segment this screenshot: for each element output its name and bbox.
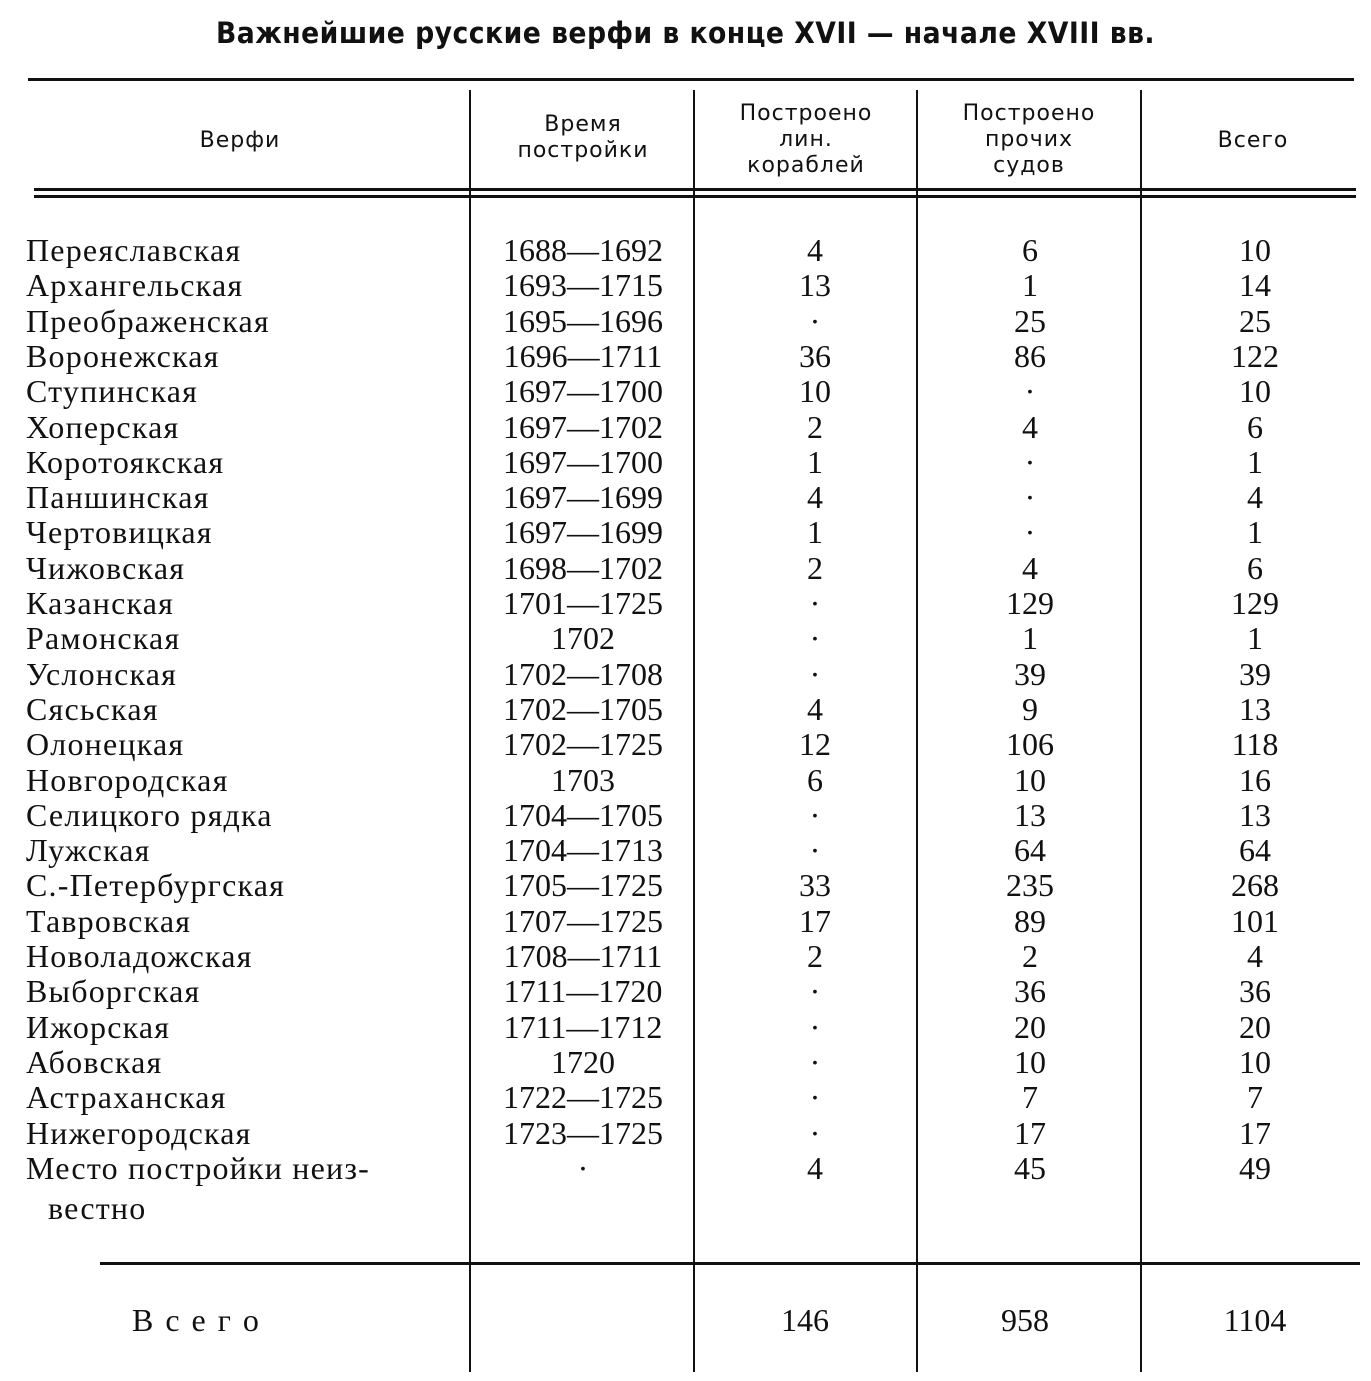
other-vessels-count: 89	[1014, 902, 1046, 939]
table-row	[0, 797, 1371, 833]
construction-period: 1697—1702	[503, 408, 663, 445]
construction-period: 1697—1699	[503, 479, 663, 516]
total-count: 6	[1247, 408, 1263, 445]
header-shipyards: Верфи	[199, 128, 281, 153]
ships-of-line-count: ·	[809, 796, 821, 833]
ships-of-line-count: ·	[809, 655, 821, 692]
table-title: Важнейшие русские верфи в конце XVII — начале XVIII вв.	[215, 16, 1156, 50]
construction-period: 1702	[551, 620, 615, 657]
shipyard-name: Выборгская	[26, 973, 201, 1010]
shipyard-name: Переяславская	[26, 232, 242, 268]
table-row	[0, 444, 1371, 480]
total-count: 49	[1239, 1149, 1271, 1186]
table-row	[0, 973, 1371, 1009]
table-row	[0, 1150, 1371, 1186]
header-double-rule-2	[34, 195, 1356, 198]
total-count: 268	[1231, 867, 1279, 904]
ships-of-line-count: ·	[809, 1008, 821, 1045]
construction-period: 1688—1692	[503, 232, 663, 268]
shipyard-name: Место постройки неиз-	[26, 1149, 371, 1186]
ships-of-line-count: 33	[799, 867, 831, 904]
construction-period: 1702—1725	[503, 726, 663, 763]
construction-period: 1702—1705	[503, 690, 663, 727]
construction-period: 1693—1715	[503, 267, 663, 304]
construction-period: 1703	[551, 761, 615, 798]
table-row	[0, 514, 1371, 550]
construction-period: 1705—1725	[503, 867, 663, 904]
shipyard-name: Абовская	[26, 1043, 163, 1080]
shipyard-name: Ижорская	[26, 1008, 171, 1045]
total-count: 4	[1247, 938, 1263, 974]
shipyard-name: С.-Петербургская	[26, 867, 286, 904]
total-count: 17	[1239, 1114, 1271, 1151]
shipyard-name: Новгородская	[26, 761, 229, 798]
construction-period: 1698—1702	[503, 549, 663, 586]
construction-period: 1711—1712	[503, 1008, 663, 1045]
shipyard-name: Олонецкая	[26, 726, 185, 763]
total-count: 64	[1239, 832, 1271, 869]
ships-of-line-count: ·	[809, 832, 821, 869]
other-vessels-count: 25	[1014, 302, 1046, 339]
other-vessels-count: 2	[1022, 938, 1038, 974]
table-row	[0, 1044, 1371, 1080]
other-vessels-count: 1	[1022, 267, 1038, 304]
table-row	[0, 338, 1371, 374]
shipyard-name: Казанская	[26, 585, 175, 621]
shipyard-name: Тавровская	[26, 902, 192, 939]
total-count: 118	[1231, 726, 1279, 763]
total-count: 129	[1231, 585, 1279, 621]
header-total: Всего	[1217, 128, 1289, 153]
header-ships-of-line: Построено лин. кораблей	[739, 101, 873, 178]
other-vessels-count: 7	[1022, 1079, 1038, 1116]
ships-of-line-count: ·	[809, 1043, 821, 1080]
shipyard-name: Воронежская	[26, 337, 220, 374]
ships-of-line-count: 4	[807, 232, 823, 268]
total-count: 4	[1247, 479, 1263, 516]
table-row	[0, 232, 1371, 268]
shipyard-name: Астраханская	[26, 1079, 227, 1116]
table-row	[0, 409, 1371, 445]
other-vessels-count: 10	[1014, 761, 1046, 798]
table-row	[0, 479, 1371, 515]
other-vessels-count: 64	[1014, 832, 1046, 869]
construction-period: 1701—1725	[503, 585, 663, 621]
other-vessels-count: 36	[1014, 973, 1046, 1010]
total-count: 13	[1239, 796, 1271, 833]
totals-label: В с е г о	[132, 1302, 261, 1338]
construction-period: 1695—1696	[503, 302, 663, 339]
total-count: 1	[1247, 514, 1263, 551]
shipyard-name: Преображенская	[26, 302, 270, 339]
total-count: 101	[1231, 902, 1279, 939]
total-count: 10	[1239, 1043, 1271, 1080]
ships-of-line-count: 36	[799, 337, 831, 374]
table-row	[0, 1009, 1371, 1045]
other-vessels-count: 106	[1006, 726, 1054, 763]
table-row	[0, 1079, 1371, 1115]
other-vessels-count: 4	[1022, 549, 1038, 586]
ships-of-line-count: 2	[807, 408, 823, 445]
construction-period: 1711—1720	[503, 973, 663, 1010]
construction-period: 1720	[551, 1043, 615, 1080]
construction-period: 1704—1705	[503, 796, 663, 833]
totals-ships-of-line: 146	[781, 1302, 829, 1338]
total-count: 1	[1247, 443, 1263, 480]
ships-of-line-count: 4	[807, 690, 823, 727]
total-count: 14	[1239, 267, 1271, 304]
ships-of-line-count: 6	[807, 761, 823, 798]
total-count: 20	[1239, 1008, 1271, 1045]
total-count: 10	[1239, 232, 1271, 268]
ships-of-line-count: ·	[809, 1114, 821, 1151]
ships-of-line-count: 13	[799, 267, 831, 304]
table-row	[0, 620, 1371, 656]
table-row	[0, 938, 1371, 974]
other-vessels-count: 9	[1022, 690, 1038, 727]
total-count: 10	[1239, 373, 1271, 410]
ships-of-line-count: 2	[807, 938, 823, 974]
construction-period: 1697—1700	[503, 373, 663, 410]
construction-period: 1697—1700	[503, 443, 663, 480]
ships-of-line-count: 12	[799, 726, 831, 763]
shipyard-name: Нижегородская	[26, 1114, 252, 1151]
other-vessels-count: ·	[1024, 373, 1036, 410]
header-double-rule-1	[34, 188, 1356, 191]
other-vessels-count: 17	[1014, 1114, 1046, 1151]
construction-period: 1722—1725	[503, 1079, 663, 1116]
ships-of-line-count: ·	[809, 1079, 821, 1116]
other-vessels-count: 235	[1006, 867, 1054, 904]
shipyard-name: Рамонская	[26, 620, 181, 657]
shipyard-name: Новоладожская	[26, 938, 253, 974]
ships-of-line-count: ·	[809, 302, 821, 339]
other-vessels-count: 39	[1014, 655, 1046, 692]
table-row	[0, 656, 1371, 692]
table-row	[0, 373, 1371, 409]
totals-all: 1104	[1223, 1302, 1287, 1338]
construction-period: 1704—1713	[503, 832, 663, 869]
table-row	[0, 832, 1371, 868]
shipyard-name: Чертовицкая	[26, 514, 213, 551]
shipyard-name: Лужская	[26, 832, 151, 869]
ships-of-line-count: 4	[807, 479, 823, 516]
table-row	[0, 550, 1371, 586]
table-row	[0, 303, 1371, 339]
header-period: Время постройки	[517, 112, 649, 163]
table-row	[0, 1115, 1371, 1151]
total-count: 13	[1239, 690, 1271, 727]
other-vessels-count: ·	[1024, 479, 1036, 516]
other-vessels-count: ·	[1024, 443, 1036, 480]
header-other-vessels: Построено прочих судов	[962, 101, 1096, 178]
total-count: 122	[1231, 337, 1279, 374]
other-vessels-count: 6	[1022, 232, 1038, 268]
table-row	[0, 762, 1371, 798]
shipyard-name: Коротоякская	[26, 443, 225, 480]
shipyard-name: Архангельская	[26, 267, 244, 304]
ships-of-line-count: 1	[807, 514, 823, 551]
ships-of-line-count: ·	[809, 620, 821, 657]
other-vessels-count: 1	[1022, 620, 1038, 657]
other-vessels-count: ·	[1024, 514, 1036, 551]
shipyard-name: Паншинская	[26, 479, 210, 516]
other-vessels-count: 4	[1022, 408, 1038, 445]
row-continuation-text: вестно	[48, 1190, 147, 1226]
shipyard-name: Сясьская	[26, 690, 159, 727]
table-row	[0, 585, 1371, 621]
other-vessels-count: 45	[1014, 1149, 1046, 1186]
shipyard-name: Услонская	[26, 655, 178, 692]
other-vessels-count: 129	[1006, 585, 1054, 621]
construction-period: 1697—1699	[503, 514, 663, 551]
construction-period: ·	[577, 1149, 589, 1186]
shipyard-name: Чижовская	[26, 549, 186, 586]
construction-period: 1707—1725	[503, 902, 663, 939]
table-row	[0, 726, 1371, 762]
construction-period: 1696—1711	[503, 337, 663, 374]
total-count: 25	[1239, 302, 1271, 339]
table-row	[0, 867, 1371, 903]
total-count: 36	[1239, 973, 1271, 1010]
ships-of-line-count: 4	[807, 1149, 823, 1186]
ships-of-line-count: ·	[809, 585, 821, 621]
table-row	[0, 691, 1371, 727]
ships-of-line-count: 10	[799, 373, 831, 410]
ships-of-line-count: 1	[807, 443, 823, 480]
ships-of-line-count: ·	[809, 973, 821, 1010]
table-row	[0, 267, 1371, 303]
shipyard-name: Хоперская	[26, 408, 180, 445]
construction-period: 1708—1711	[503, 938, 663, 974]
shipyard-name: Селицкого рядка	[26, 796, 273, 833]
ships-of-line-count: 17	[799, 902, 831, 939]
table-row	[0, 903, 1371, 939]
total-count: 7	[1247, 1079, 1263, 1116]
ships-of-line-count: 2	[807, 549, 823, 586]
other-vessels-count: 20	[1014, 1008, 1046, 1045]
total-count: 6	[1247, 549, 1263, 586]
other-vessels-count: 86	[1014, 337, 1046, 374]
other-vessels-count: 10	[1014, 1043, 1046, 1080]
top-rule	[28, 78, 1354, 81]
totals-rule	[100, 1262, 1360, 1265]
total-count: 39	[1239, 655, 1271, 692]
totals-other-vessels: 958	[1001, 1302, 1049, 1338]
construction-period: 1723—1725	[503, 1114, 663, 1151]
shipyard-name: Ступинская	[26, 373, 199, 410]
total-count: 16	[1239, 761, 1271, 798]
construction-period: 1702—1708	[503, 655, 663, 692]
other-vessels-count: 13	[1014, 796, 1046, 833]
total-count: 1	[1247, 620, 1263, 657]
